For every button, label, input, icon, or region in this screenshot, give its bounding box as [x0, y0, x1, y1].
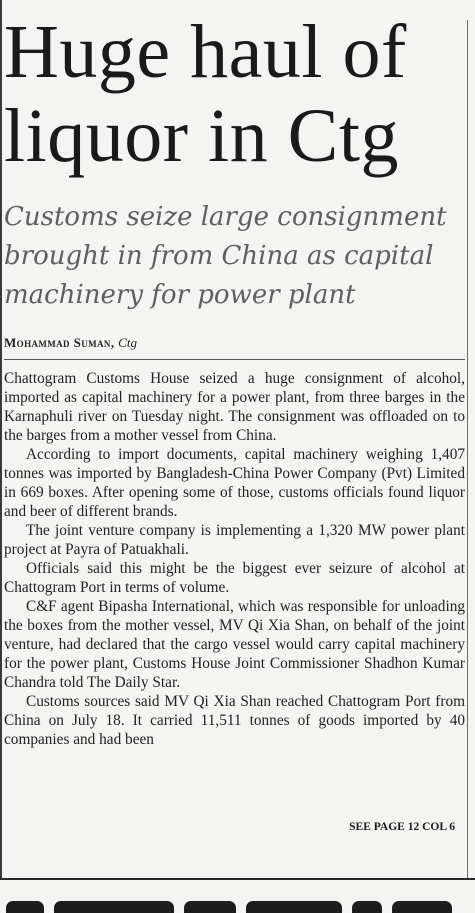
byline	[4, 335, 465, 351]
paragraph: Customs sources said MV Qi Xia Shan reached Chattogram Port from China on July 18. It carried 11,511 tonnes of goods imported by 40 companies and had been	[4, 693, 465, 748]
next-article-headline-cropped	[6, 893, 466, 913]
byline-location: Ctg	[118, 335, 137, 350]
left-column-rule	[0, 0, 2, 878]
headline: Huge haul of liquor in Ctg	[4, 10, 407, 178]
paragraph: C&F agent Bipasha International, which was responsible for unloading the boxes from the mother vessel, MV Qi Xia Shan, on behalf of the joint venture, had declared that the cargo vessel would carry capital machinery for the power plant, Customs House Joint Commissioner Shadhon Kumar Chandra told The Daily Star.	[4, 598, 465, 691]
subheadline: Customs seize large consignment brought in from China as capital machinery for power plant	[4, 202, 447, 310]
byline-separator: ,	[110, 335, 119, 350]
article-body	[4, 369, 465, 749]
section-divider	[0, 878, 475, 880]
paragraph: Chattogram Customs House seized a huge consignment of alcohol, imported as capital machinery for a power plant, from three barges in the Karnaphuli river on Tuesday night. The consignment was offloaded on to the barges from a mother vessel from China.	[4, 370, 465, 444]
byline-author: Mohammad Suman	[4, 335, 111, 350]
paragraph: Officials said this might be the biggest ever seizure of alcohol at Chattogram Port in terms of volume.	[4, 560, 465, 596]
paragraph: The joint venture company is implementing a 1,320 MW power plant project at Payra of Patuakhali.	[4, 522, 465, 558]
paragraph: According to import documents, capital machinery weighing 1,407 tonnes was imported by Bangladesh-China Power Company (Pvt) Limited in 669 boxes. After opening some of those, customs officials found liquor and beer of different brands.	[4, 446, 465, 520]
byline-divider	[4, 359, 465, 360]
continued-on-page-label[interactable]: SEE PAGE 12 COL 6	[349, 821, 455, 833]
